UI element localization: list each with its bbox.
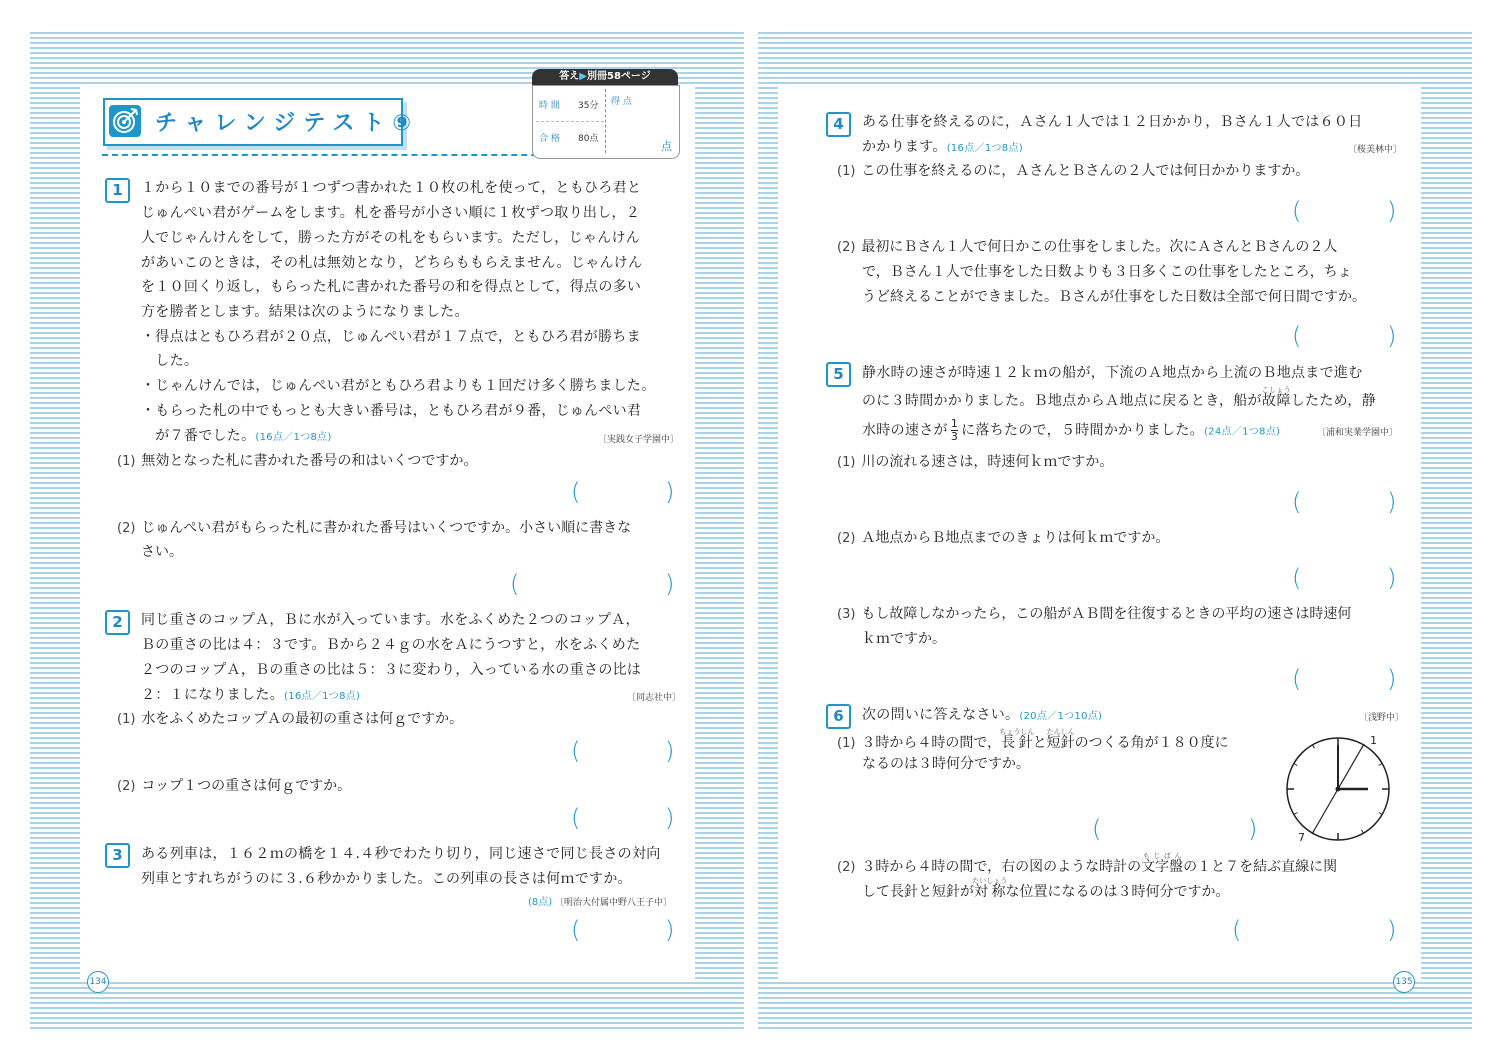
q4-sub1 — [837, 159, 1309, 185]
q4-source: 〔桜美林中〕 — [1348, 145, 1403, 155]
q5-points: (24点／1つ8点) — [1203, 426, 1281, 438]
q5-line — [862, 386, 1376, 414]
answer-paren-close: ) — [665, 478, 675, 506]
q1-sub2-cont: さい。 — [141, 544, 183, 560]
play-arrow-icon: ▶ — [579, 71, 587, 82]
q6-ruby-base: 対称 — [972, 884, 1008, 900]
q2-line: ２つのコップＡ，Ｂの重さの比は５：３に変わり，入っている水の重さの比は — [141, 662, 642, 678]
q5-source: 〔浦和実業学園中〕 — [1317, 428, 1399, 438]
answer-paren-open: ( — [1292, 322, 1302, 350]
q4-line-end — [862, 135, 1023, 162]
answer-paren-close: ) — [1248, 815, 1258, 843]
q5-sub3 — [837, 602, 1351, 628]
clock-label-1: 1 — [1370, 735, 1377, 747]
answer-paren-open: ( — [571, 478, 581, 506]
answer-paren-open: ( — [1292, 488, 1302, 516]
score-box — [532, 85, 680, 159]
q5-ruby — [1261, 386, 1291, 409]
pass-value: 80点 — [578, 134, 599, 144]
question-number-2: 2 — [105, 610, 130, 635]
q6-text: 次の問いに答えなさい。 — [862, 707, 1020, 723]
answer-paren-open: ( — [1092, 815, 1102, 843]
q4-sub2-text: 最初にＢさん１人で何日かこの仕事をしました。次にＡさんとＢさんの２人 — [861, 239, 1338, 255]
q2-points: (16点／1つ8点) — [284, 691, 361, 702]
q2-sub2 — [117, 774, 351, 800]
answer-paren-close: ) — [665, 737, 675, 765]
sub-number: (2) — [837, 240, 856, 255]
q2-sub1-text: 水をふくめたコップＡの最初の重さは何ｇですか。 — [141, 711, 464, 727]
sub-number: (2) — [117, 779, 136, 794]
q1-bullet: ・もらった札の中でもっとも大きい番号は，ともひろ君が９番，じゅんぺい君 — [141, 403, 642, 419]
q4-sub2 — [837, 235, 1337, 261]
q5-sub1 — [837, 450, 1113, 476]
q6-ruby — [972, 877, 1008, 900]
q5-ruby-base: 故障 — [1261, 393, 1291, 409]
question-number-5: 5 — [826, 362, 851, 387]
answer-paren-close: ) — [1387, 564, 1397, 592]
answer-paren-close: ) — [1387, 488, 1397, 516]
q6-text: の１と７を結ぶ直線に関 — [1183, 859, 1338, 875]
q5-sub3-cont: ｋｍですか。 — [862, 631, 946, 647]
q1-line: じゅんぺい君がゲームをします。札を番号が小さい順に１枚ずつ取り出し，２ — [141, 205, 641, 221]
q5-text: したため，静 — [1290, 393, 1376, 409]
q4-points: (16点／1つ8点) — [946, 143, 1023, 154]
q6-points: (20点／1つ10点) — [1019, 711, 1103, 722]
answer-paren-open: ( — [1232, 916, 1242, 944]
clock-diagram — [1284, 735, 1392, 843]
score-label: 得 点 — [611, 97, 632, 107]
answer-paren-open: ( — [1292, 564, 1302, 592]
answer-paren-close: ) — [1387, 665, 1397, 693]
answer-paren-close: ) — [1387, 322, 1397, 350]
q5-sub2-text: Ａ地点からＢ地点までのきょりは何ｋｍですか。 — [861, 530, 1170, 546]
q3-line: 列車とすれちがうのに３.６秒かかりました。この列車の長さは何ｍですか。 — [141, 871, 632, 887]
sub-number: (1) — [117, 712, 136, 727]
sub-number: (1) — [837, 736, 856, 751]
q1-sub2-text: じゅんぺい君がもらった札に書かれた番号はいくつですか。小さい順に書きな — [141, 520, 632, 536]
q1-points: (16点／1つ8点) — [255, 432, 332, 443]
sub-number: (3) — [837, 607, 856, 622]
sub-number: (2) — [837, 531, 856, 546]
q5-text: に落ちたので，５時間かかりました。 — [961, 422, 1204, 439]
sub-number: (2) — [837, 860, 856, 875]
answer-paren-close: ) — [665, 570, 675, 598]
q5-sub1-text: 川の流れる速さは，時速何ｋｍですか。 — [861, 454, 1114, 470]
answer-paren-open: ( — [571, 737, 581, 765]
answer-paren-open: ( — [1292, 197, 1302, 225]
q5-ruby-reading: こしょう — [1261, 386, 1291, 394]
q2-line: Ｂの重さの比は４：３です。Ｂから２４ｇの水をＡにうつすと，水をふくめた — [141, 637, 641, 653]
page-number-left: 134 — [87, 971, 109, 993]
q1-bullet: した。 — [141, 353, 199, 369]
target-icon — [109, 105, 141, 137]
answer-label: 答え — [559, 71, 580, 82]
q1-bullet: が７番でした。 — [141, 428, 256, 444]
answer-paren-close: ) — [1387, 916, 1397, 944]
answer-paren-open: ( — [510, 570, 520, 598]
q3-points: (8点) — [528, 897, 553, 908]
q4-line: かかります。 — [862, 139, 947, 155]
q5-line: 静水時の速さが時速１２ｋｍの船が，下流のＡ地点から上流のＢ地点まで進む — [862, 365, 1363, 381]
answer-paren-open: ( — [571, 916, 581, 944]
q6-ruby-reading: もじばん — [1141, 852, 1184, 860]
fraction — [951, 418, 958, 443]
q6-ruby-reading: ちょうしん — [999, 728, 1035, 736]
question-number-6: 6 — [826, 704, 851, 729]
answer-paren-open: ( — [571, 804, 581, 832]
answer-paren-open: ( — [1292, 665, 1302, 693]
q2-source: 〔同志社中〕 — [627, 693, 682, 703]
q1-bullet: ・得点はともひろ君が２０点，じゅんぺい君が１７点で，ともひろ君が勝ちま — [141, 329, 641, 345]
q6-text: ３時から４時の間で， — [861, 735, 1002, 751]
sub-number: (1) — [117, 454, 136, 469]
q5-line — [862, 418, 1280, 445]
q6-ruby — [999, 728, 1035, 751]
q6-ruby-base: 短針 — [1046, 735, 1075, 751]
q2-sub1 — [117, 707, 463, 733]
fraction-numerator: 1 — [950, 417, 959, 430]
q6-ruby-reading: たんしん — [1046, 728, 1075, 736]
answer-reference-tab — [532, 69, 678, 85]
time-label: 時 間 — [539, 101, 560, 111]
test-title-box — [103, 98, 419, 146]
q3-meta — [528, 893, 672, 908]
q1-sub2 — [117, 516, 631, 542]
q6-sub2-cont — [862, 877, 1230, 905]
question-number-4: 4 — [826, 112, 851, 137]
sub-number: (2) — [117, 521, 136, 536]
pass-label: 合 格 — [539, 134, 560, 144]
q5-text: 水時の速さが — [862, 422, 948, 439]
q2-line: 同じ重さのコップＡ，Ｂに水が入っています。水をふくめた２つのコップＡ， — [141, 612, 640, 628]
q1-line: があいこのときは，その札は無効となり，どちらももらえません。じゃんけん — [141, 255, 643, 271]
q6-text: ３時から４時の間で，右の図のような時計の — [861, 859, 1142, 875]
q2-line: ２：１になりました。 — [141, 687, 284, 703]
sub-number: (1) — [837, 164, 856, 179]
q2-sub2-text: コップ１つの重さは何ｇですか。 — [141, 778, 352, 794]
sub-number: (1) — [837, 455, 856, 470]
q5-sub2 — [837, 526, 1169, 552]
q5-text: のに３時間かかりました。Ｂ地点からＡ地点に戻るとき，船が — [862, 393, 1262, 409]
score-divider — [605, 89, 606, 153]
q5-sub3-text: もし故障しなかったら，この船がＡＢ間を往復するときの平均の速さは時速何 — [861, 606, 1352, 622]
q6-text: のつくる角が１８０度に — [1074, 735, 1229, 751]
q6-ruby-base: 文字盤 — [1141, 859, 1184, 875]
q4-sub1-text: この仕事を終えるのに，ＡさんとＢさんの２人では何日かかりますか。 — [861, 163, 1310, 179]
answer-paren-close: ) — [665, 804, 675, 832]
question-number-3: 3 — [105, 843, 130, 868]
answer-paren-close: ) — [665, 916, 675, 944]
q1-bullet-end — [141, 424, 332, 451]
q1-line: を１０回くり返し，もらった札に書かれた番号の和を得点として，得点の多い — [141, 279, 642, 295]
answer-page-ref: 別冊58ページ — [586, 71, 651, 82]
q6-source: 〔浅野中〕 — [1359, 713, 1405, 723]
q6-text: な位置になるのは３時何分ですか。 — [1005, 884, 1230, 900]
page-number-right: 135 — [1393, 971, 1415, 993]
score-unit: 点 — [661, 140, 672, 153]
q1-line: 方を勝者とします。結果は次のようになりました。 — [141, 304, 469, 320]
q6-ruby — [1141, 852, 1184, 875]
q6-ruby-reading: たいしょう — [972, 877, 1008, 885]
q4-sub2-cont: うど終えることができました。Ｂさんが仕事をした日数は全部で何日間ですか。 — [862, 289, 1366, 305]
q6-sub1-cont: なるのは３時何分ですか。 — [862, 756, 1030, 772]
page-title: チャレンジテスト⑨ — [155, 111, 419, 136]
score-row-divider — [536, 121, 604, 122]
q6-ruby-base: 長針 — [999, 735, 1035, 751]
question-number-1: 1 — [105, 178, 130, 203]
q1-source: 〔実践女子学園中〕 — [598, 435, 680, 445]
q3-line: ある列車は，１６２ｍの橋を１４.４秒でわたり切り，同じ速さで同じ長さの対向 — [141, 846, 661, 862]
q4-sub2-cont: で，Ｂさん１人で仕事をした日数よりも３日多くこの仕事をしたところ，ちょ — [862, 264, 1352, 280]
time-value: 35分 — [578, 101, 599, 111]
q6-text: と — [1032, 735, 1047, 751]
q6-text: して長針と短針が — [862, 884, 974, 900]
q1-line: １から１０までの番号が１つずつ書かれた１０枚の札を使って，ともひろ君と — [141, 180, 642, 196]
q4-line: ある仕事を終えるのに，Ａさん１人では１２日かかり，Ｂさん１人では６０日 — [862, 114, 1363, 130]
q6-ruby — [1046, 728, 1075, 751]
q2-line-end — [141, 683, 360, 710]
q1-bullet: ・じゃんけんでは，じゅんぺい君がともひろ君よりも１回だけ多く勝ちました。 — [141, 378, 656, 394]
fraction-denominator: 3 — [950, 430, 959, 443]
q1-sub1-text: 無効となった札に書かれた番号の和はいくつですか。 — [141, 453, 478, 469]
answer-paren-close: ) — [1387, 197, 1397, 225]
q6-line — [862, 703, 1102, 730]
q1-line: 人でじゃんけんをして，勝った方がその札をもらいます。ただし，じゃんけん — [141, 230, 641, 246]
clock-label-7: 7 — [1298, 831, 1305, 843]
q1-sub1 — [117, 449, 477, 475]
q3-source: 〔明治大付属中野八王子中〕 — [555, 898, 673, 908]
